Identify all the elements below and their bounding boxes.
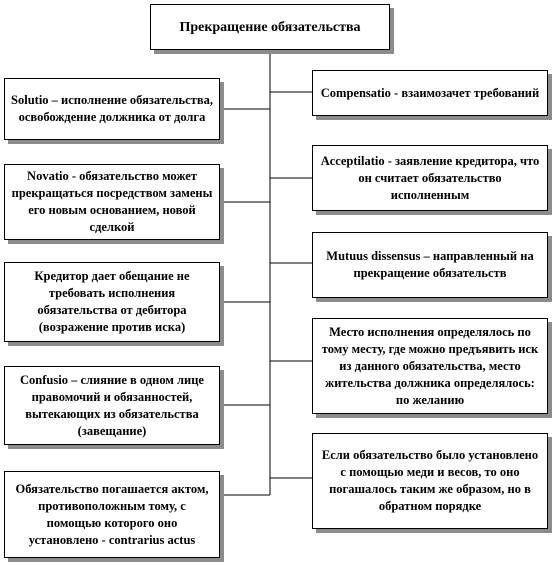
left-node-2-text: Novatio - обязательство может прекращаться посредством замены его новым основанием, новой сделкой (11, 169, 213, 234)
right-node-3 (312, 232, 548, 298)
right-node-1-text: Compensatio - взаимозачет требований (320, 85, 540, 100)
left-node-1 (4, 78, 220, 140)
left-node-5-text: Обязательство погашается актом, противоположным тому, с помощью которого оно установлено - contrarius actus (15, 481, 209, 547)
right-node-4-text: Место исполнения определялось по тому месту, где можно предъявить иск из данного обязательства, место жительства должника определялось: по желанию (321, 324, 539, 407)
left-node-4-text: Confusio – слияние в одном лице правомочий и обязанностей, вытекающих из обязательства (завещание) (20, 372, 204, 438)
right-node-4 (312, 318, 548, 414)
left-node-3 (4, 262, 220, 342)
left-node-2 (4, 164, 220, 240)
right-node-2-text: Acceptilatio - заявление кредитора, что он считает обязательство исполненным (320, 153, 540, 202)
right-node-2 (312, 145, 548, 211)
right-node-5 (312, 433, 548, 529)
root-node-text: Прекращение обязательства (179, 19, 361, 35)
left-node-3-text: Кредитор дает обещание не требовать исполнения обязательства от дебитора (возражение против иска) (34, 269, 190, 334)
right-node-1 (312, 70, 548, 116)
left-node-1-text: Solutio – исполнение обязательства, освобождение должника от долга (11, 93, 213, 124)
left-node-5 (4, 471, 220, 558)
root-node (150, 4, 390, 50)
right-node-5-text: Если обязательство было установлено с помощью меди и весов, то оно погашалось таким же образом, но в обратном порядке (321, 448, 539, 513)
right-node-3-text: Mutuus dissensus – направленный на прекращение обязательств (326, 249, 534, 280)
left-node-4 (4, 366, 220, 445)
